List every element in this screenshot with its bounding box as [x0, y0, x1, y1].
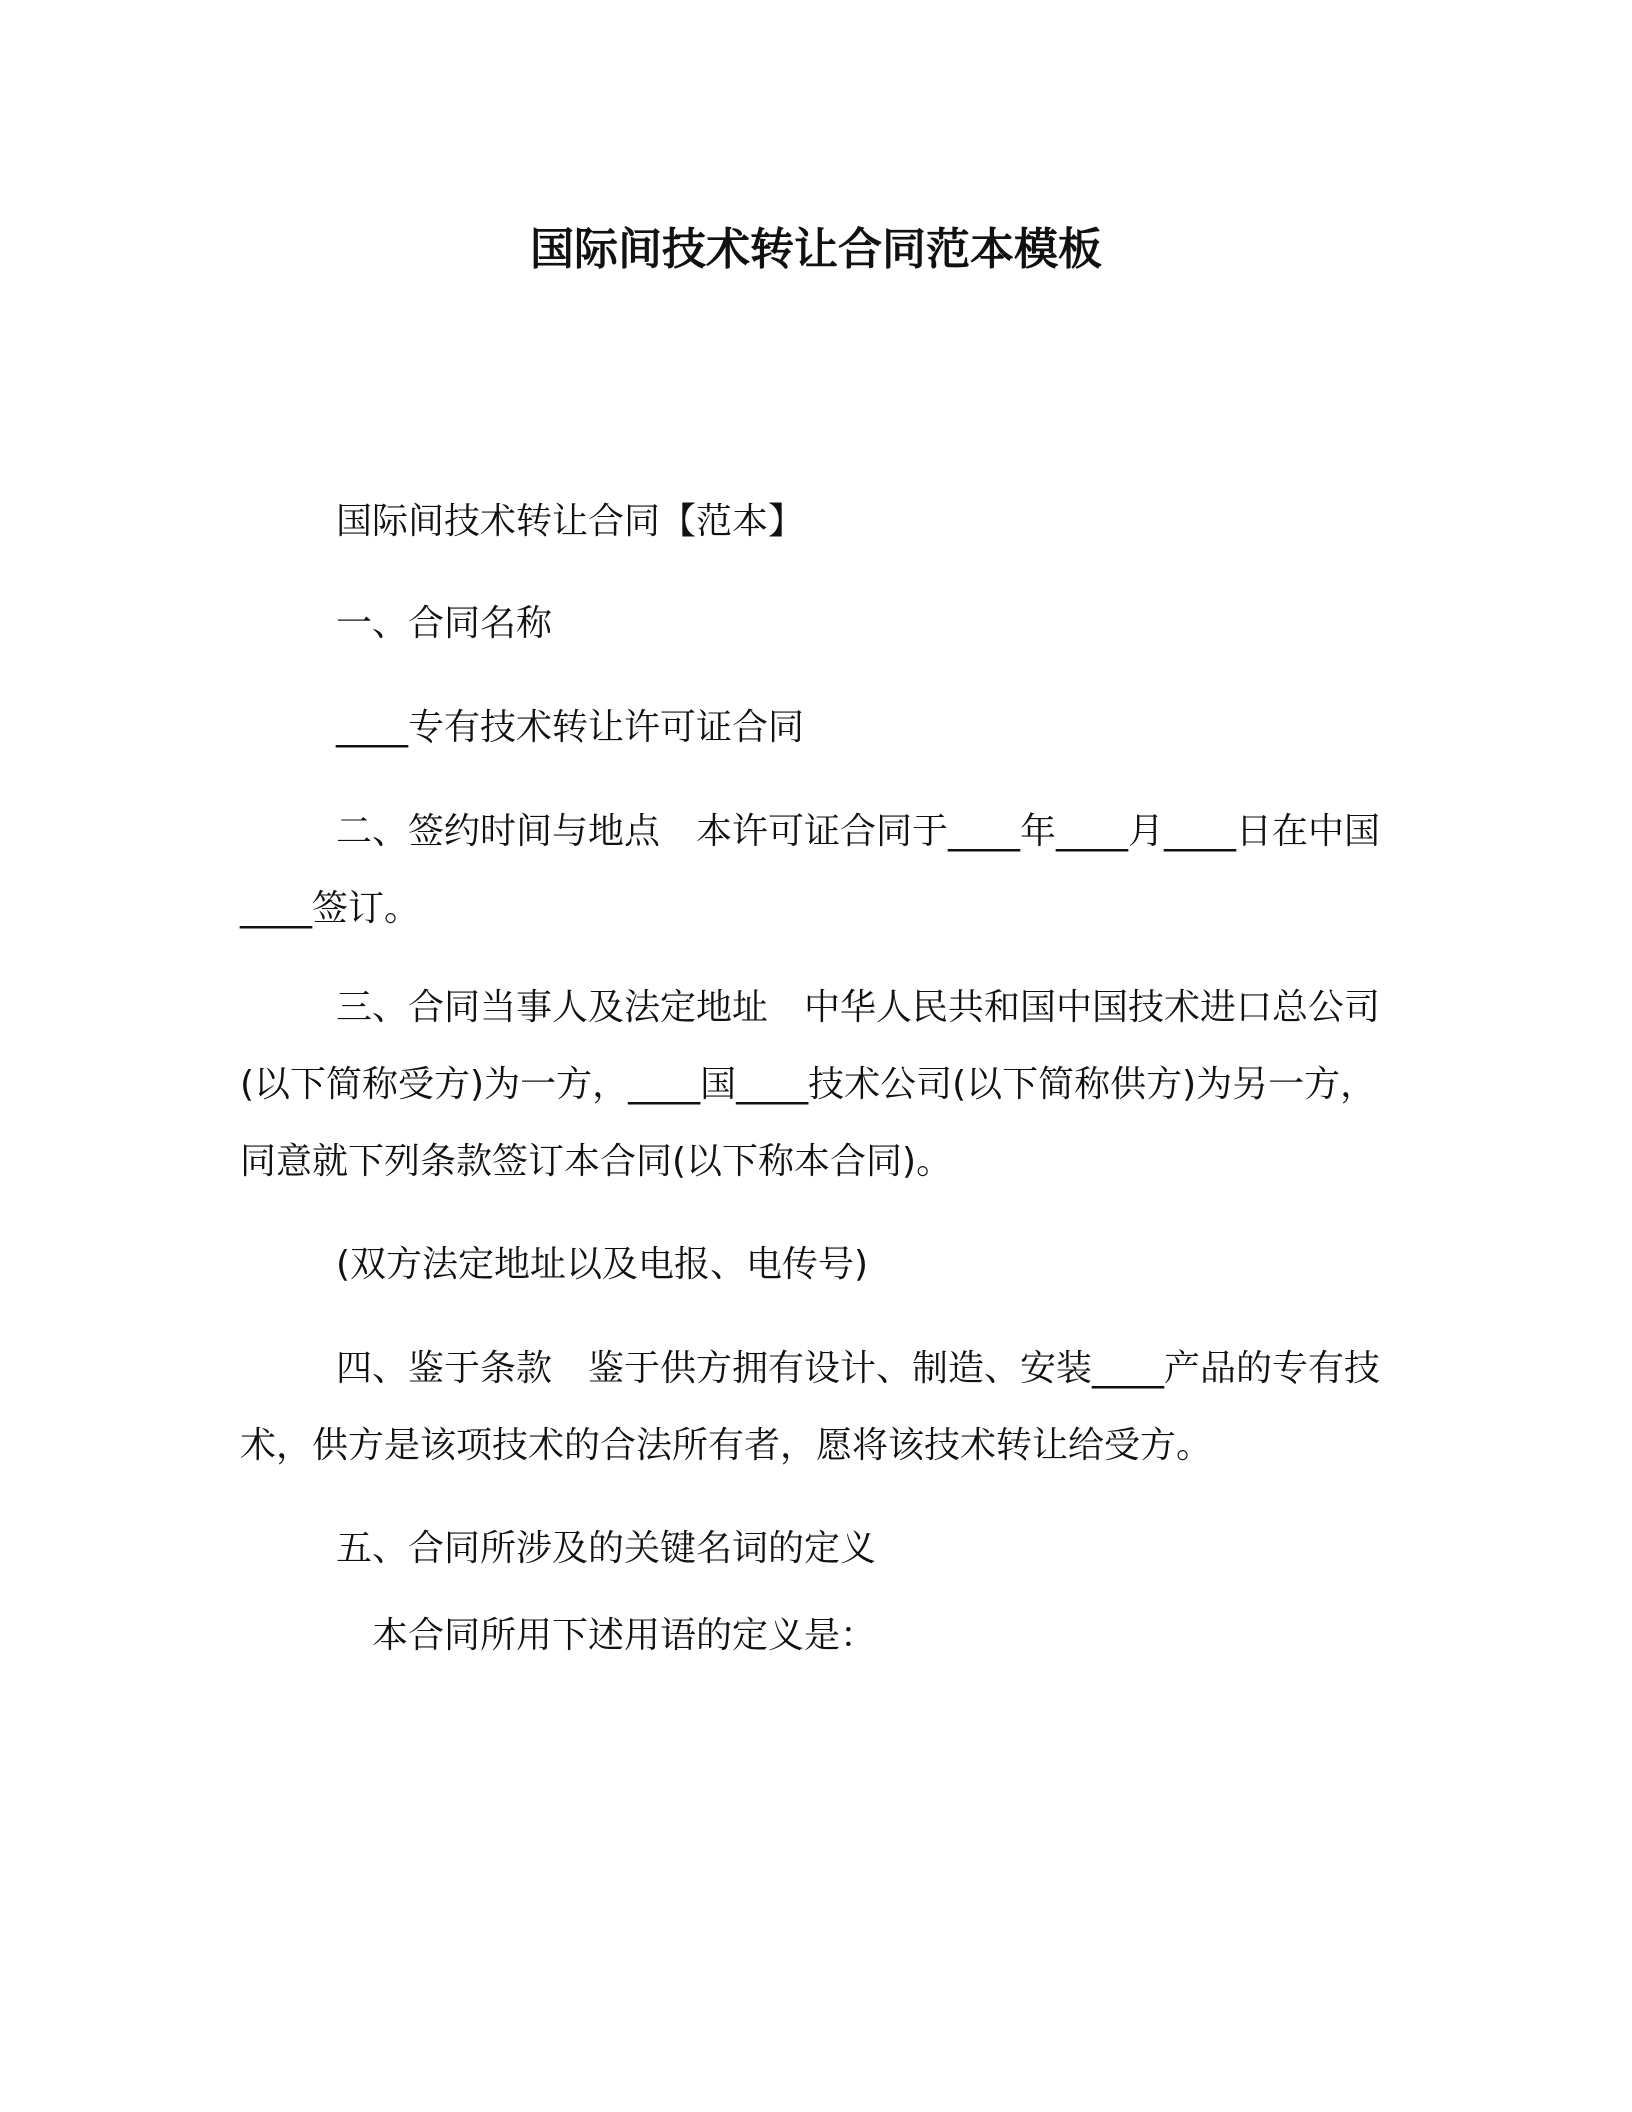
contract-heading: 国际间技术转让合同【范本】 [336, 501, 805, 542]
address-note: (双方法定地址以及电报、电传号) [336, 1244, 869, 1285]
definitions-intro: 本合同所用下述用语的定义是： [372, 1615, 877, 1656]
section-5-heading: 五、合同所涉及的关键名词的定义 [336, 1528, 877, 1569]
contract-name-line: ____专有技术转让许可证合同 [336, 707, 805, 748]
document-title: 国际间技术转让合同范本模板 [530, 224, 1102, 275]
section-4-paragraph: 四、鉴于条款 鉴于供方拥有设计、制造、安装____产品的专有技术，供方是该项技术的合法所有者，愿将该技术转让给受方。 [240, 1348, 1381, 1466]
section-2-paragraph: 二、签约时间与地点 本许可证合同于____年____月____日在中国____签订。 [240, 811, 1381, 929]
section-3-paragraph: 三、合同当事人及法定地址 中华人民共和国中国技术进口总公司(以下简称受方)为一方，____国____技术公司(以下简称供方)为另一方，同意就下列条款签订本合同(以下称本合同)。 [240, 987, 1381, 1182]
section-1-heading: 一、合同名称 [336, 603, 553, 644]
